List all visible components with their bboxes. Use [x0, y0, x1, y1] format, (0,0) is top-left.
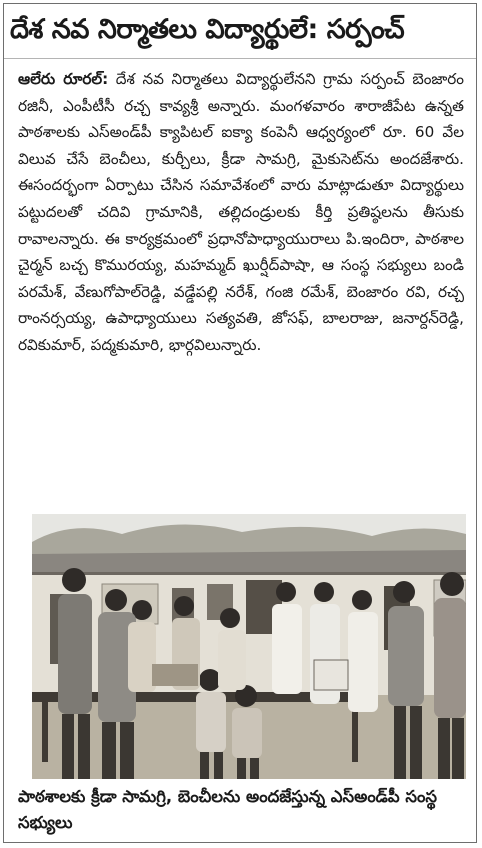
photo-caption: పాఠశాలకు క్రీడా సామగ్రి, బెంచీలను అందజేస్తున్న ఎస్అండ్‌పీ సంస్థ సభ్యులు — [18, 787, 437, 832]
article-body-text: దేశ నవ నిర్మాతలు విద్యార్థులేనని గ్రామ సర్పంచ్ బెంజారం రజినీ, ఎంపీటీసీ రచ్చ కావ్యశ్రీ అన్నారు. మంగళవారం శారాజీపేట ఉన్నత పాఠశాలకు ఎస్అండ్‌పీ క్యాపిటల్ ఐక్యా కంపెనీ ఆధ్వర్యంలో రూ. 60 వేల విలువ చేసే బెంచీలు, కుర్చీలు, క్రీడా సామగ్రి, మైకుసెట్‌ను అందజేశారు. ఈసందర్భంగా ఏర్పాటు చేసిన సమావేశంలో వారు మాట్లాడుతూ విద్యార్థులు పట్టుదలతో చదివి గ్రామానికి, తల్లిదండ్రులకు కీర్తి ప్రతిష్ఠలను తీసుకు రావాలన్నారు. ఈ కార్యక్రమంలో ప్రధానోపాధ్యాయురాలు పి.ఇందిరా, పాఠశాల చైర్మన్ బచ్చ కొమురయ్య, మహమ్మద్ ఖుర్షీద్‌పాషా, ఆ సంస్థ సభ్యులు బండి పరమేశ్, వేణుగోపాల్‌రెడ్డి, వడ్డేపల్లి నరేశ్, గంజి రమేశ్, బెంజారం రవి, రచ్చ రాంనర్సయ్య, ఉపాధ్యాయులు సత్యవతి, జోసఫ్, బాలరాజు, జనార్దన్‌రెడ్డి, రవికుమార్, పద్మకుమారి, భార్గవిలున్నారు. — [18, 70, 465, 354]
headline: దేశ నవ నిర్మాతలు విద్యార్థులే: సర్పంచ్ — [10, 14, 405, 45]
article-body — [18, 66, 464, 359]
dateline: ఆలేరు రూరల్: — [18, 70, 109, 88]
news-photo — [32, 514, 466, 779]
news-clipping — [3, 3, 477, 843]
headline-divider — [4, 58, 476, 59]
